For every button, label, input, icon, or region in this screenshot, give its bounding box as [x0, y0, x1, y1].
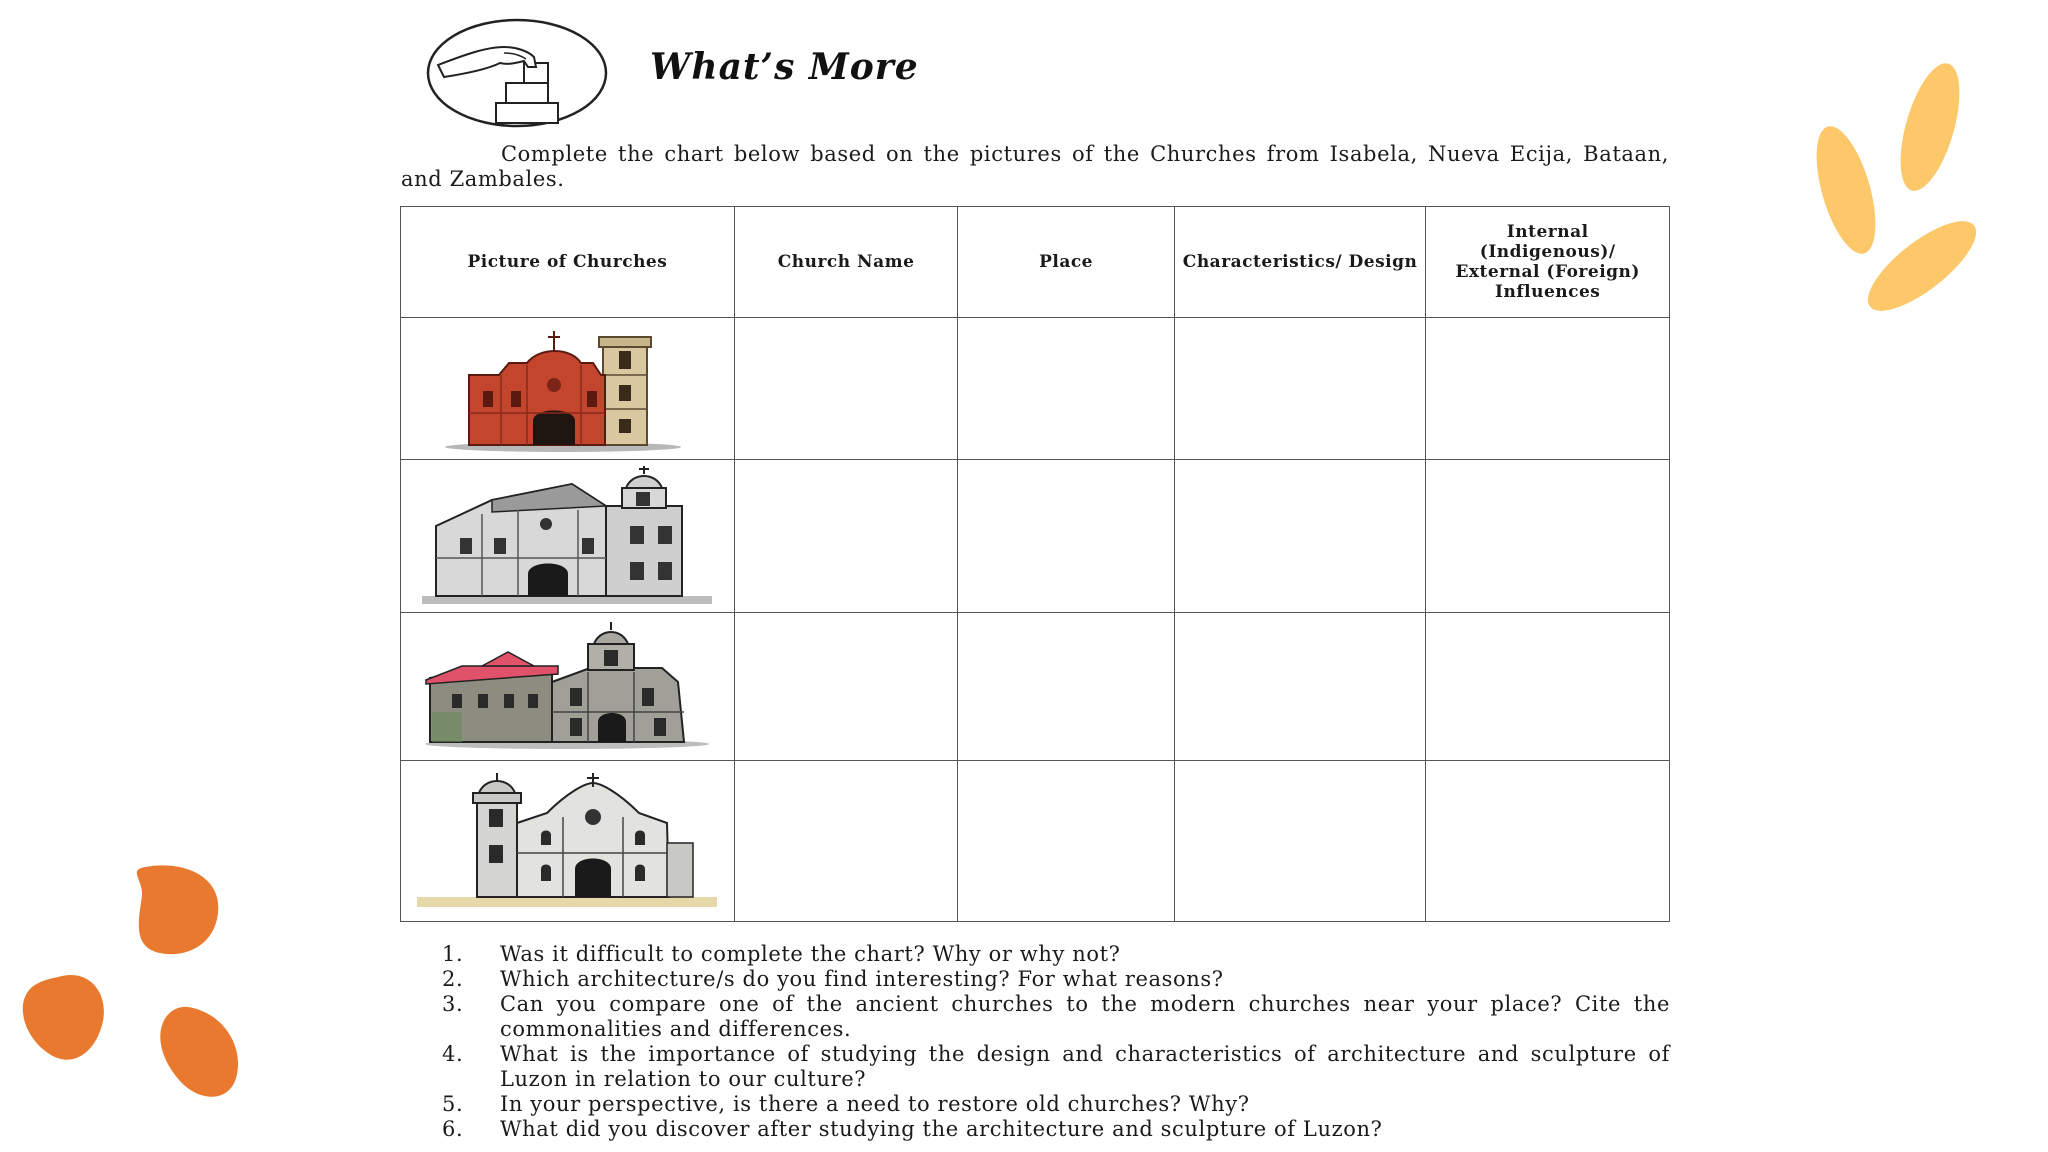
- design-cell[interactable]: [1174, 460, 1426, 613]
- gray-stone-church-image: [422, 466, 712, 606]
- place-cell[interactable]: [958, 318, 1175, 460]
- stone-church-convent-image: [422, 622, 712, 752]
- column-header-influences: Internal (Indigenous)/ External (Foreign) Influences: [1426, 207, 1670, 318]
- design-cell[interactable]: [1174, 318, 1426, 460]
- church-chart-table: [400, 206, 1670, 922]
- instructions-text: Complete the chart below based on the pictures of the Churches from Isabela, Nueva Ecija, Bataan, and Zambales.: [401, 142, 1669, 191]
- section-title: What’s More: [650, 46, 919, 88]
- church-name-cell[interactable]: [734, 460, 958, 613]
- list-item: [442, 1042, 1670, 1092]
- question-text: Which architecture/s do you find interesting? For what reasons?: [500, 967, 1224, 991]
- question-text: In your perspective, is there a need to restore old churches? Why?: [500, 1092, 1250, 1116]
- question-number: 2.: [442, 967, 464, 991]
- column-header-place: Place: [958, 207, 1175, 318]
- place-cell[interactable]: [958, 460, 1175, 613]
- hand-stacking-blocks-icon: [424, 17, 610, 129]
- table-row: [401, 460, 1670, 613]
- influences-cell[interactable]: [1426, 613, 1670, 761]
- church-name-cell[interactable]: [734, 761, 958, 922]
- design-cell[interactable]: [1174, 761, 1426, 922]
- list-item: [442, 992, 1670, 1042]
- place-cell[interactable]: [958, 613, 1175, 761]
- church-picture-cell: [401, 613, 735, 761]
- list-item: [442, 967, 1670, 992]
- table-row: [401, 318, 1670, 460]
- orange-blob-decoration: [10, 855, 250, 1105]
- church-picture-cell: [401, 460, 735, 613]
- question-text: Can you compare one of the ancient churches to the modern churches near your place? Cite the commonalities and differences.: [500, 992, 1670, 1041]
- question-number: 3.: [442, 992, 464, 1016]
- list-item: [442, 1117, 1670, 1142]
- table-row: [401, 613, 1670, 761]
- column-header-design: Characteristics/ Design: [1174, 207, 1426, 318]
- influences-cell[interactable]: [1426, 460, 1670, 613]
- red-brick-church-image: [439, 325, 695, 453]
- table-row: [401, 761, 1670, 922]
- question-list: [442, 942, 1670, 1142]
- place-cell[interactable]: [958, 761, 1175, 922]
- question-text: Was it difficult to complete the chart? Why or why not?: [500, 942, 1121, 966]
- influences-cell[interactable]: [1426, 318, 1670, 460]
- question-number: 6.: [442, 1117, 464, 1141]
- table-header-row: [401, 207, 1670, 318]
- baroque-church-facade-image: [417, 773, 717, 909]
- influences-cell[interactable]: [1426, 761, 1670, 922]
- church-picture-cell: [401, 318, 735, 460]
- church-picture-cell: [401, 761, 735, 922]
- church-name-cell[interactable]: [734, 613, 958, 761]
- question-text: What did you discover after studying the architecture and sculpture of Luzon?: [500, 1117, 1383, 1141]
- question-text: What is the importance of studying the design and characteristics of architecture and sculpture of Luzon in relation to our culture?: [500, 1042, 1670, 1091]
- yellow-leaf-decoration: [1800, 55, 2000, 315]
- list-item: [442, 942, 1670, 967]
- church-name-cell[interactable]: [734, 318, 958, 460]
- list-item: [442, 1092, 1670, 1117]
- design-cell[interactable]: [1174, 613, 1426, 761]
- question-number: 4.: [442, 1042, 464, 1066]
- question-number: 5.: [442, 1092, 464, 1116]
- question-number: 1.: [442, 942, 464, 966]
- column-header-picture: Picture of Churches: [401, 207, 735, 318]
- column-header-church-name: Church Name: [734, 207, 958, 318]
